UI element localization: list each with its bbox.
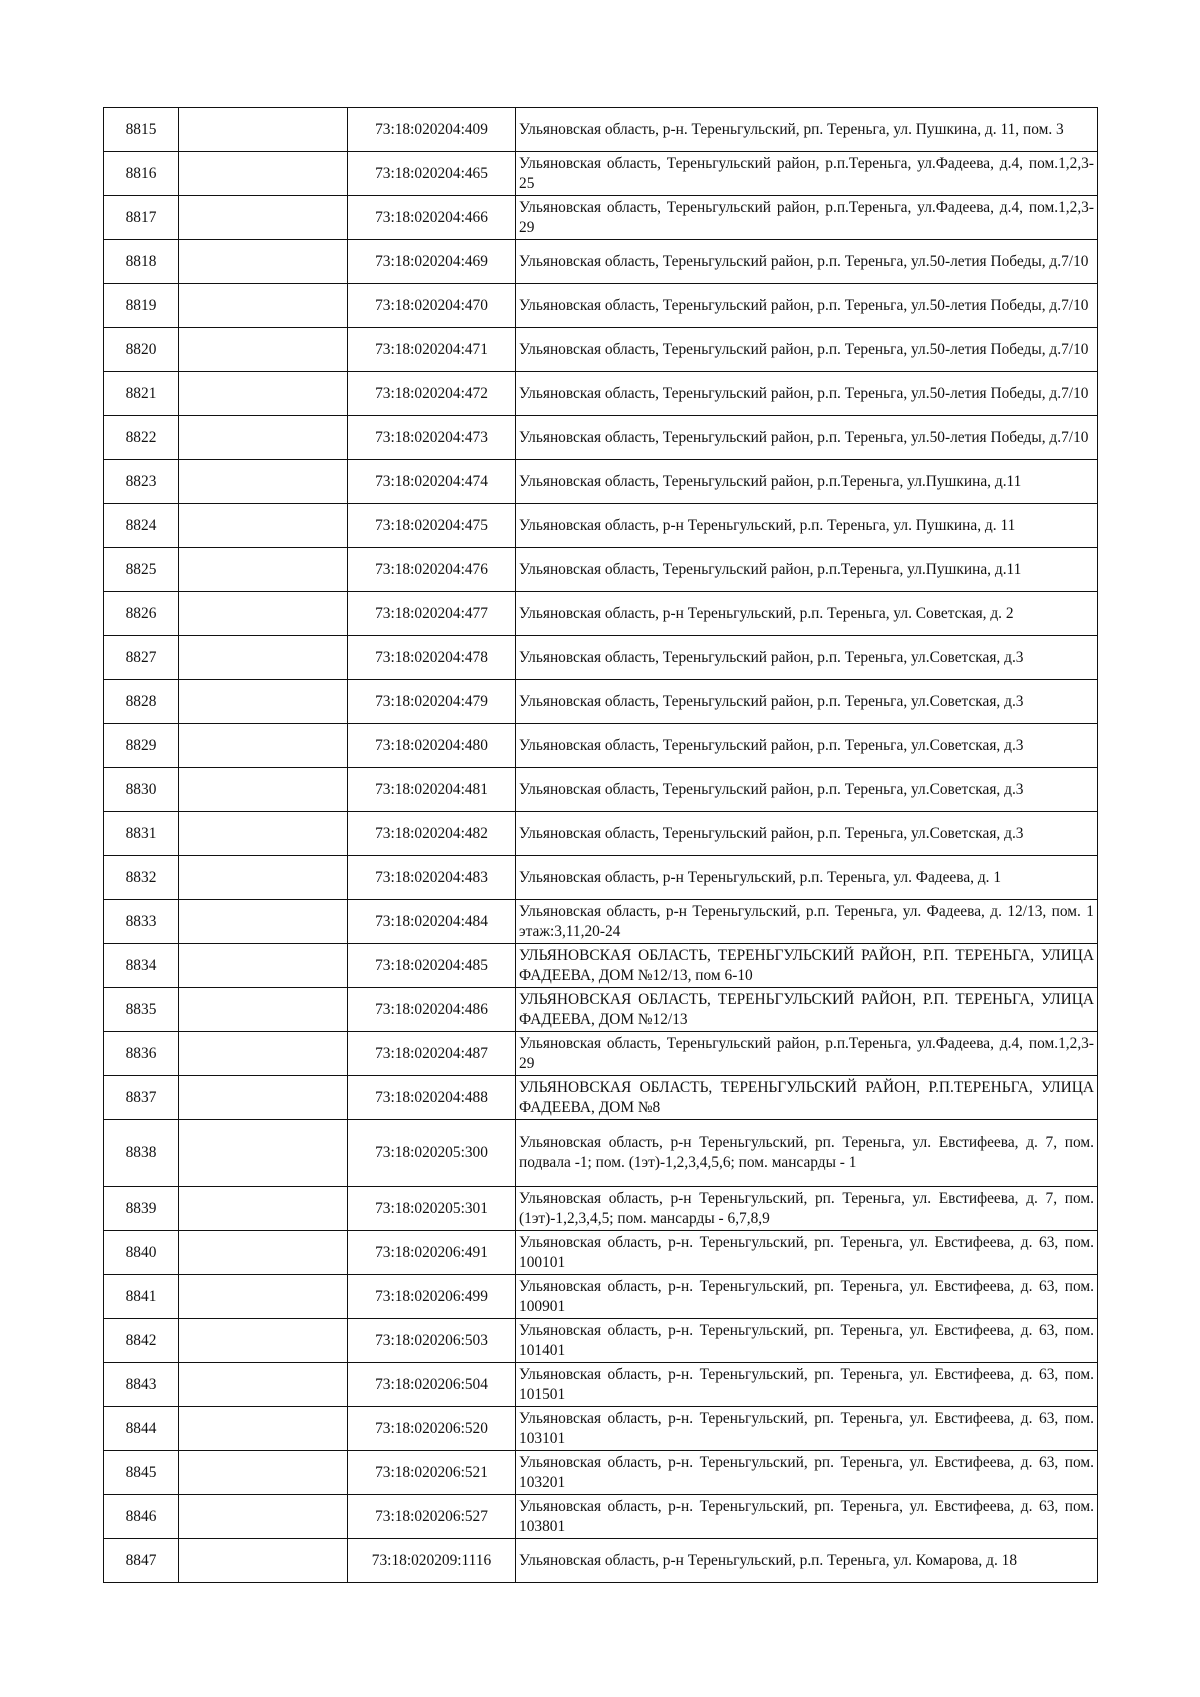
address-cell: Ульяновская область, Тереньгульский район, р.п. Тереньга, ул.Советская, д.3 [516,768,1098,812]
table-row [104,1363,1098,1407]
address-cell: УЛЬЯНОВСКАЯ ОБЛАСТЬ, ТЕРЕНЬГУЛЬСКИЙ РАЙОН, Р.П. ТЕРЕНЬГА, УЛИЦА ФАДЕЕВА, ДОМ №12/13 [516,988,1098,1032]
address-cell: Ульяновская область, р-н. Тереньгульский, рп. Тереньга, ул. Евстифеева, д. 63, пом. 101401 [516,1319,1098,1363]
cadastral-number-cell: 73:18:020206:504 [348,1363,516,1407]
address-cell: Ульяновская область, р-н Тереньгульский, р.п. Тереньга, ул. Фадеева, д. 12/13, пом. 1 этаж:3,11,20-24 [516,900,1098,944]
address-cell: Ульяновская область, р-н Тереньгульский, р.п. Тереньга, ул. Советская, д. 2 [516,592,1098,636]
empty-cell [179,328,348,372]
table-row [104,240,1098,284]
row-number-cell: 8827 [104,636,179,680]
table-row [104,1495,1098,1539]
empty-cell [179,1120,348,1187]
table-row [104,1451,1098,1495]
row-number-cell: 8847 [104,1539,179,1583]
row-number-cell: 8837 [104,1076,179,1120]
table-row [104,460,1098,504]
empty-cell [179,944,348,988]
row-number-cell: 8845 [104,1451,179,1495]
row-number-cell: 8844 [104,1407,179,1451]
row-number-cell: 8828 [104,680,179,724]
address-cell: Ульяновская область, Тереньгульский район, р.п. Тереньга, ул.50-летия Победы, д.7/10 [516,328,1098,372]
table-row [104,1407,1098,1451]
address-cell: Ульяновская область, р-н. Тереньгульский, рп. Тереньга, ул. Евстифеева, д. 63, пом. 103801 [516,1495,1098,1539]
table-row [104,856,1098,900]
cadastral-number-cell: 73:18:020204:465 [348,152,516,196]
empty-cell [179,900,348,944]
address-cell: Ульяновская область, Тереньгульский район, р.п.Тереньга, ул.Фадеева, д.4, пом.1,2,3-29 [516,1032,1098,1076]
address-cell: УЛЬЯНОВСКАЯ ОБЛАСТЬ, ТЕРЕНЬГУЛЬСКИЙ РАЙОН, Р.П.ТЕРЕНЬГА, УЛИЦА ФАДЕЕВА, ДОМ №8 [516,1076,1098,1120]
table-row [104,372,1098,416]
table-row [104,812,1098,856]
empty-cell [179,1076,348,1120]
address-cell: Ульяновская область, Тереньгульский район, р.п. Тереньга, ул.Советская, д.3 [516,724,1098,768]
empty-cell [179,416,348,460]
row-number-cell: 8838 [104,1120,179,1187]
table-row [104,1032,1098,1076]
address-cell: Ульяновская область, р-н. Тереньгульский, рп. Тереньга, ул. Пушкина, д. 11, пом. 3 [516,108,1098,152]
cadastral-number-cell: 73:18:020204:474 [348,460,516,504]
row-number-cell: 8830 [104,768,179,812]
row-number-cell: 8821 [104,372,179,416]
table-row [104,328,1098,372]
table-row [104,724,1098,768]
table-row [104,768,1098,812]
empty-cell [179,988,348,1032]
empty-cell [179,1495,348,1539]
row-number-cell: 8840 [104,1231,179,1275]
empty-cell [179,460,348,504]
row-number-cell: 8834 [104,944,179,988]
cadastral-number-cell: 73:18:020204:482 [348,812,516,856]
cadastral-number-cell: 73:18:020204:483 [348,856,516,900]
empty-cell [179,1231,348,1275]
cadastral-number-cell: 73:18:020204:484 [348,900,516,944]
table-row [104,636,1098,680]
row-number-cell: 8831 [104,812,179,856]
address-cell: Ульяновская область, Тереньгульский район, р.п. Тереньга, ул.50-летия Победы, д.7/10 [516,372,1098,416]
cadastral-number-cell: 73:18:020206:491 [348,1231,516,1275]
address-cell: Ульяновская область, Тереньгульский район, р.п.Тереньга, ул.Пушкина, д.11 [516,548,1098,592]
address-cell: Ульяновская область, Тереньгульский район, р.п.Тереньга, ул.Пушкина, д.11 [516,460,1098,504]
row-number-cell: 8826 [104,592,179,636]
row-number-cell: 8818 [104,240,179,284]
cadastral-number-cell: 73:18:020204:472 [348,372,516,416]
table-row [104,1275,1098,1319]
row-number-cell: 8841 [104,1275,179,1319]
empty-cell [179,636,348,680]
cadastral-number-cell: 73:18:020204:476 [348,548,516,592]
row-number-cell: 8820 [104,328,179,372]
cadastral-number-cell: 73:18:020204:475 [348,504,516,548]
cadastral-number-cell: 73:18:020204:473 [348,416,516,460]
cadastral-number-cell: 73:18:020206:520 [348,1407,516,1451]
address-cell: Ульяновская область, Тереньгульский район, р.п.Тереньга, ул.Фадеева, д.4, пом.1,2,3-29 [516,196,1098,240]
empty-cell [179,152,348,196]
address-cell: Ульяновская область, Тереньгульский район, р.п. Тереньга, ул.Советская, д.3 [516,680,1098,724]
row-number-cell: 8829 [104,724,179,768]
row-number-cell: 8815 [104,108,179,152]
row-number-cell: 8832 [104,856,179,900]
address-cell: Ульяновская область, Тереньгульский район, р.п. Тереньга, ул.50-летия Победы, д.7/10 [516,416,1098,460]
table-row [104,196,1098,240]
cadastral-number-cell: 73:18:020206:499 [348,1275,516,1319]
cadastral-number-cell: 73:18:020204:409 [348,108,516,152]
cadastral-number-cell: 73:18:020209:1116 [348,1539,516,1583]
row-number-cell: 8842 [104,1319,179,1363]
cadastral-number-cell: 73:18:020204:481 [348,768,516,812]
row-number-cell: 8824 [104,504,179,548]
row-number-cell: 8843 [104,1363,179,1407]
address-cell: Ульяновская область, р-н. Тереньгульский, рп. Тереньга, ул. Евстифеева, д. 63, пом. 100901 [516,1275,1098,1319]
row-number-cell: 8825 [104,548,179,592]
table-row [104,108,1098,152]
cadastral-number-cell: 73:18:020204:485 [348,944,516,988]
register-table-body [104,108,1098,1583]
row-number-cell: 8846 [104,1495,179,1539]
address-cell: Ульяновская область, Тереньгульский район, р.п. Тереньга, ул.50-летия Победы, д.7/10 [516,240,1098,284]
cadastral-number-cell: 73:18:020204:479 [348,680,516,724]
address-cell: Ульяновская область, р-н. Тереньгульский, рп. Тереньга, ул. Евстифеева, д. 63, пом. 100101 [516,1231,1098,1275]
empty-cell [179,504,348,548]
row-number-cell: 8836 [104,1032,179,1076]
address-cell: Ульяновская область, р-н Тереньгульский, рп. Тереньга, ул. Евстифеева, д. 7, пом. (1эт)-1,2,3,4,5; пом. мансарды - 6,7,8,9 [516,1187,1098,1231]
table-row [104,1539,1098,1583]
table-row [104,592,1098,636]
address-cell: Ульяновская область, Тереньгульский район, р.п.Тереньга, ул.Фадеева, д.4, пом.1,2,3-25 [516,152,1098,196]
address-cell: Ульяновская область, р-н Тереньгульский, р.п. Тереньга, ул. Комарова, д. 18 [516,1539,1098,1583]
empty-cell [179,724,348,768]
table-row [104,680,1098,724]
table-row [104,988,1098,1032]
row-number-cell: 8833 [104,900,179,944]
cadastral-number-cell: 73:18:020204:469 [348,240,516,284]
table-row [104,1187,1098,1231]
table-row [104,1120,1098,1187]
empty-cell [179,1407,348,1451]
empty-cell [179,240,348,284]
empty-cell [179,284,348,328]
empty-cell [179,1363,348,1407]
table-row [104,416,1098,460]
address-cell: Ульяновская область, р-н. Тереньгульский, рп. Тереньга, ул. Евстифеева, д. 63, пом. 101501 [516,1363,1098,1407]
cadastral-number-cell: 73:18:020206:503 [348,1319,516,1363]
table-row [104,152,1098,196]
table-row [104,900,1098,944]
row-number-cell: 8839 [104,1187,179,1231]
address-cell: Ульяновская область, р-н Тереньгульский, р.п. Тереньга, ул. Пушкина, д. 11 [516,504,1098,548]
cadastral-number-cell: 73:18:020204:477 [348,592,516,636]
cadastral-number-cell: 73:18:020204:480 [348,724,516,768]
row-number-cell: 8817 [104,196,179,240]
cadastral-number-cell: 73:18:020204:486 [348,988,516,1032]
empty-cell [179,548,348,592]
table-row [104,1231,1098,1275]
row-number-cell: 8822 [104,416,179,460]
address-cell: Ульяновская область, Тереньгульский район, р.п. Тереньга, ул.Советская, д.3 [516,636,1098,680]
empty-cell [179,372,348,416]
address-cell: Ульяновская область, р-н. Тереньгульский, рп. Тереньга, ул. Евстифеева, д. 63, пом. 103101 [516,1407,1098,1451]
empty-cell [179,1539,348,1583]
table-row [104,548,1098,592]
cadastral-number-cell: 73:18:020205:301 [348,1187,516,1231]
empty-cell [179,680,348,724]
table-row [104,944,1098,988]
address-cell: Ульяновская область, р-н Тереньгульский, рп. Тереньга, ул. Евстифеева, д. 7, пом. подвала -1; пом. (1эт)-1,2,3,4,5,6; пом. мансарды - 1 [516,1120,1098,1187]
table-row [104,1319,1098,1363]
table-row [104,504,1098,548]
row-number-cell: 8816 [104,152,179,196]
property-register-table [103,107,1098,1583]
table-row [104,1076,1098,1120]
cadastral-number-cell: 73:18:020204:478 [348,636,516,680]
empty-cell [179,1032,348,1076]
empty-cell [179,768,348,812]
empty-cell [179,1187,348,1231]
row-number-cell: 8835 [104,988,179,1032]
cadastral-number-cell: 73:18:020204:488 [348,1076,516,1120]
cadastral-number-cell: 73:18:020204:471 [348,328,516,372]
address-cell: Ульяновская область, Тереньгульский район, р.п. Тереньга, ул.Советская, д.3 [516,812,1098,856]
address-cell: Ульяновская область, р-н Тереньгульский, р.п. Тереньга, ул. Фадеева, д. 1 [516,856,1098,900]
cadastral-number-cell: 73:18:020205:300 [348,1120,516,1187]
row-number-cell: 8819 [104,284,179,328]
empty-cell [179,856,348,900]
empty-cell [179,592,348,636]
cadastral-number-cell: 73:18:020204:487 [348,1032,516,1076]
cadastral-number-cell: 73:18:020204:466 [348,196,516,240]
address-cell: Ульяновская область, Тереньгульский район, р.п. Тереньга, ул.50-летия Победы, д.7/10 [516,284,1098,328]
empty-cell [179,812,348,856]
address-cell: Ульяновская область, р-н. Тереньгульский, рп. Тереньга, ул. Евстифеева, д. 63, пом. 103201 [516,1451,1098,1495]
table-row [104,284,1098,328]
empty-cell [179,1451,348,1495]
cadastral-number-cell: 73:18:020204:470 [348,284,516,328]
address-cell: УЛЬЯНОВСКАЯ ОБЛАСТЬ, ТЕРЕНЬГУЛЬСКИЙ РАЙОН, Р.П. ТЕРЕНЬГА, УЛИЦА ФАДЕЕВА, ДОМ №12/13, пом 6-10 [516,944,1098,988]
empty-cell [179,108,348,152]
empty-cell [179,1275,348,1319]
empty-cell [179,196,348,240]
row-number-cell: 8823 [104,460,179,504]
empty-cell [179,1319,348,1363]
cadastral-number-cell: 73:18:020206:527 [348,1495,516,1539]
cadastral-number-cell: 73:18:020206:521 [348,1451,516,1495]
